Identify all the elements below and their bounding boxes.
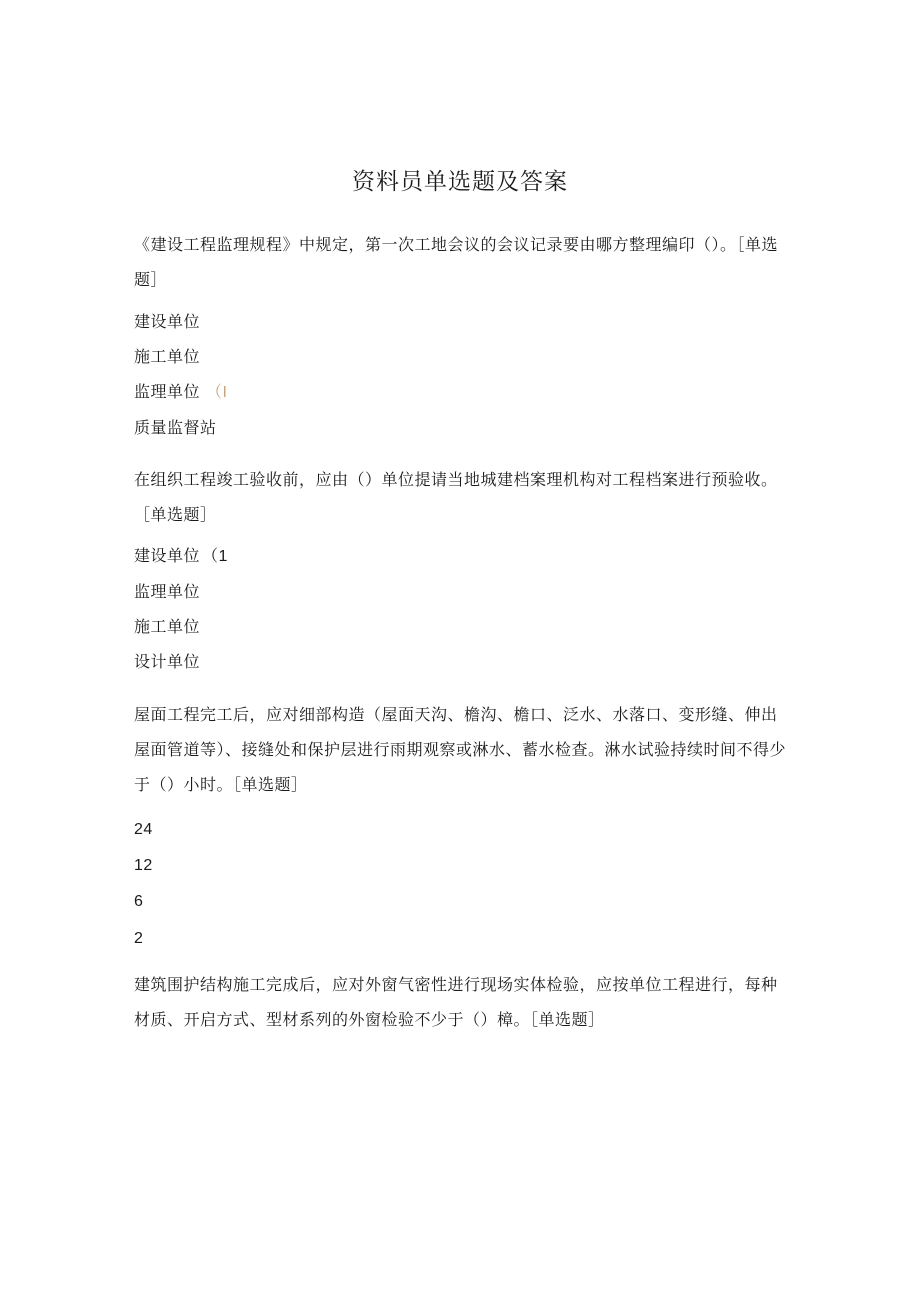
answer-mark: （1	[202, 548, 228, 565]
question-1-option-d: 质量监督站	[134, 418, 217, 437]
question-3-option-d: 2	[134, 930, 144, 947]
question-2-option-c: 施工单位	[134, 617, 201, 636]
question-2-option-b: 监理单位	[134, 582, 201, 601]
question-2-option-a-row	[134, 546, 228, 567]
question-3-option-b: 12	[134, 857, 153, 874]
question-3-option-a: 24	[134, 821, 153, 838]
question-3-text: 屋面工程完工后，应对细部构造（屋面天沟、檐沟、檐口、泛水、水落口、变形缝、伸出屋面管道等）、接缝处和保护层进行雨期观察或淋水、蓄水检查。淋水试验持续时间不得少于（）小时。［单选题］	[134, 705, 787, 794]
question-4-text: 建筑围护结构施工完成后，应对外窗气密性进行现场实体检验，应按单位工程进行，每种材质、开启方式、型材系列的外窗检验不少于（）樟。［单选题］	[134, 975, 778, 1029]
question-1-option-a: 建设单位	[134, 312, 201, 331]
question-1-option-b: 施工单位	[134, 347, 201, 366]
question-2-option-d: 设计单位	[134, 652, 201, 671]
question-2-text: 在组织工程竣工验收前，应由（）单位提请当地城建档案理机构对工程档案进行预验收。［单选题］	[134, 470, 778, 524]
question-1-text: 《建设工程监理规程》中规定，第一次工地会议的会议记录要由哪方整理编印（）。［单选题］	[134, 235, 779, 289]
question-3-option-c: 6	[134, 893, 144, 910]
question-1-option-c: 监理单位	[134, 382, 201, 401]
question-2-option-a: 建设单位	[134, 546, 201, 565]
question-1-option-c-row	[134, 382, 227, 403]
page-title: 资料员单选题及答案	[352, 169, 568, 195]
answer-mark: （I	[206, 384, 228, 401]
